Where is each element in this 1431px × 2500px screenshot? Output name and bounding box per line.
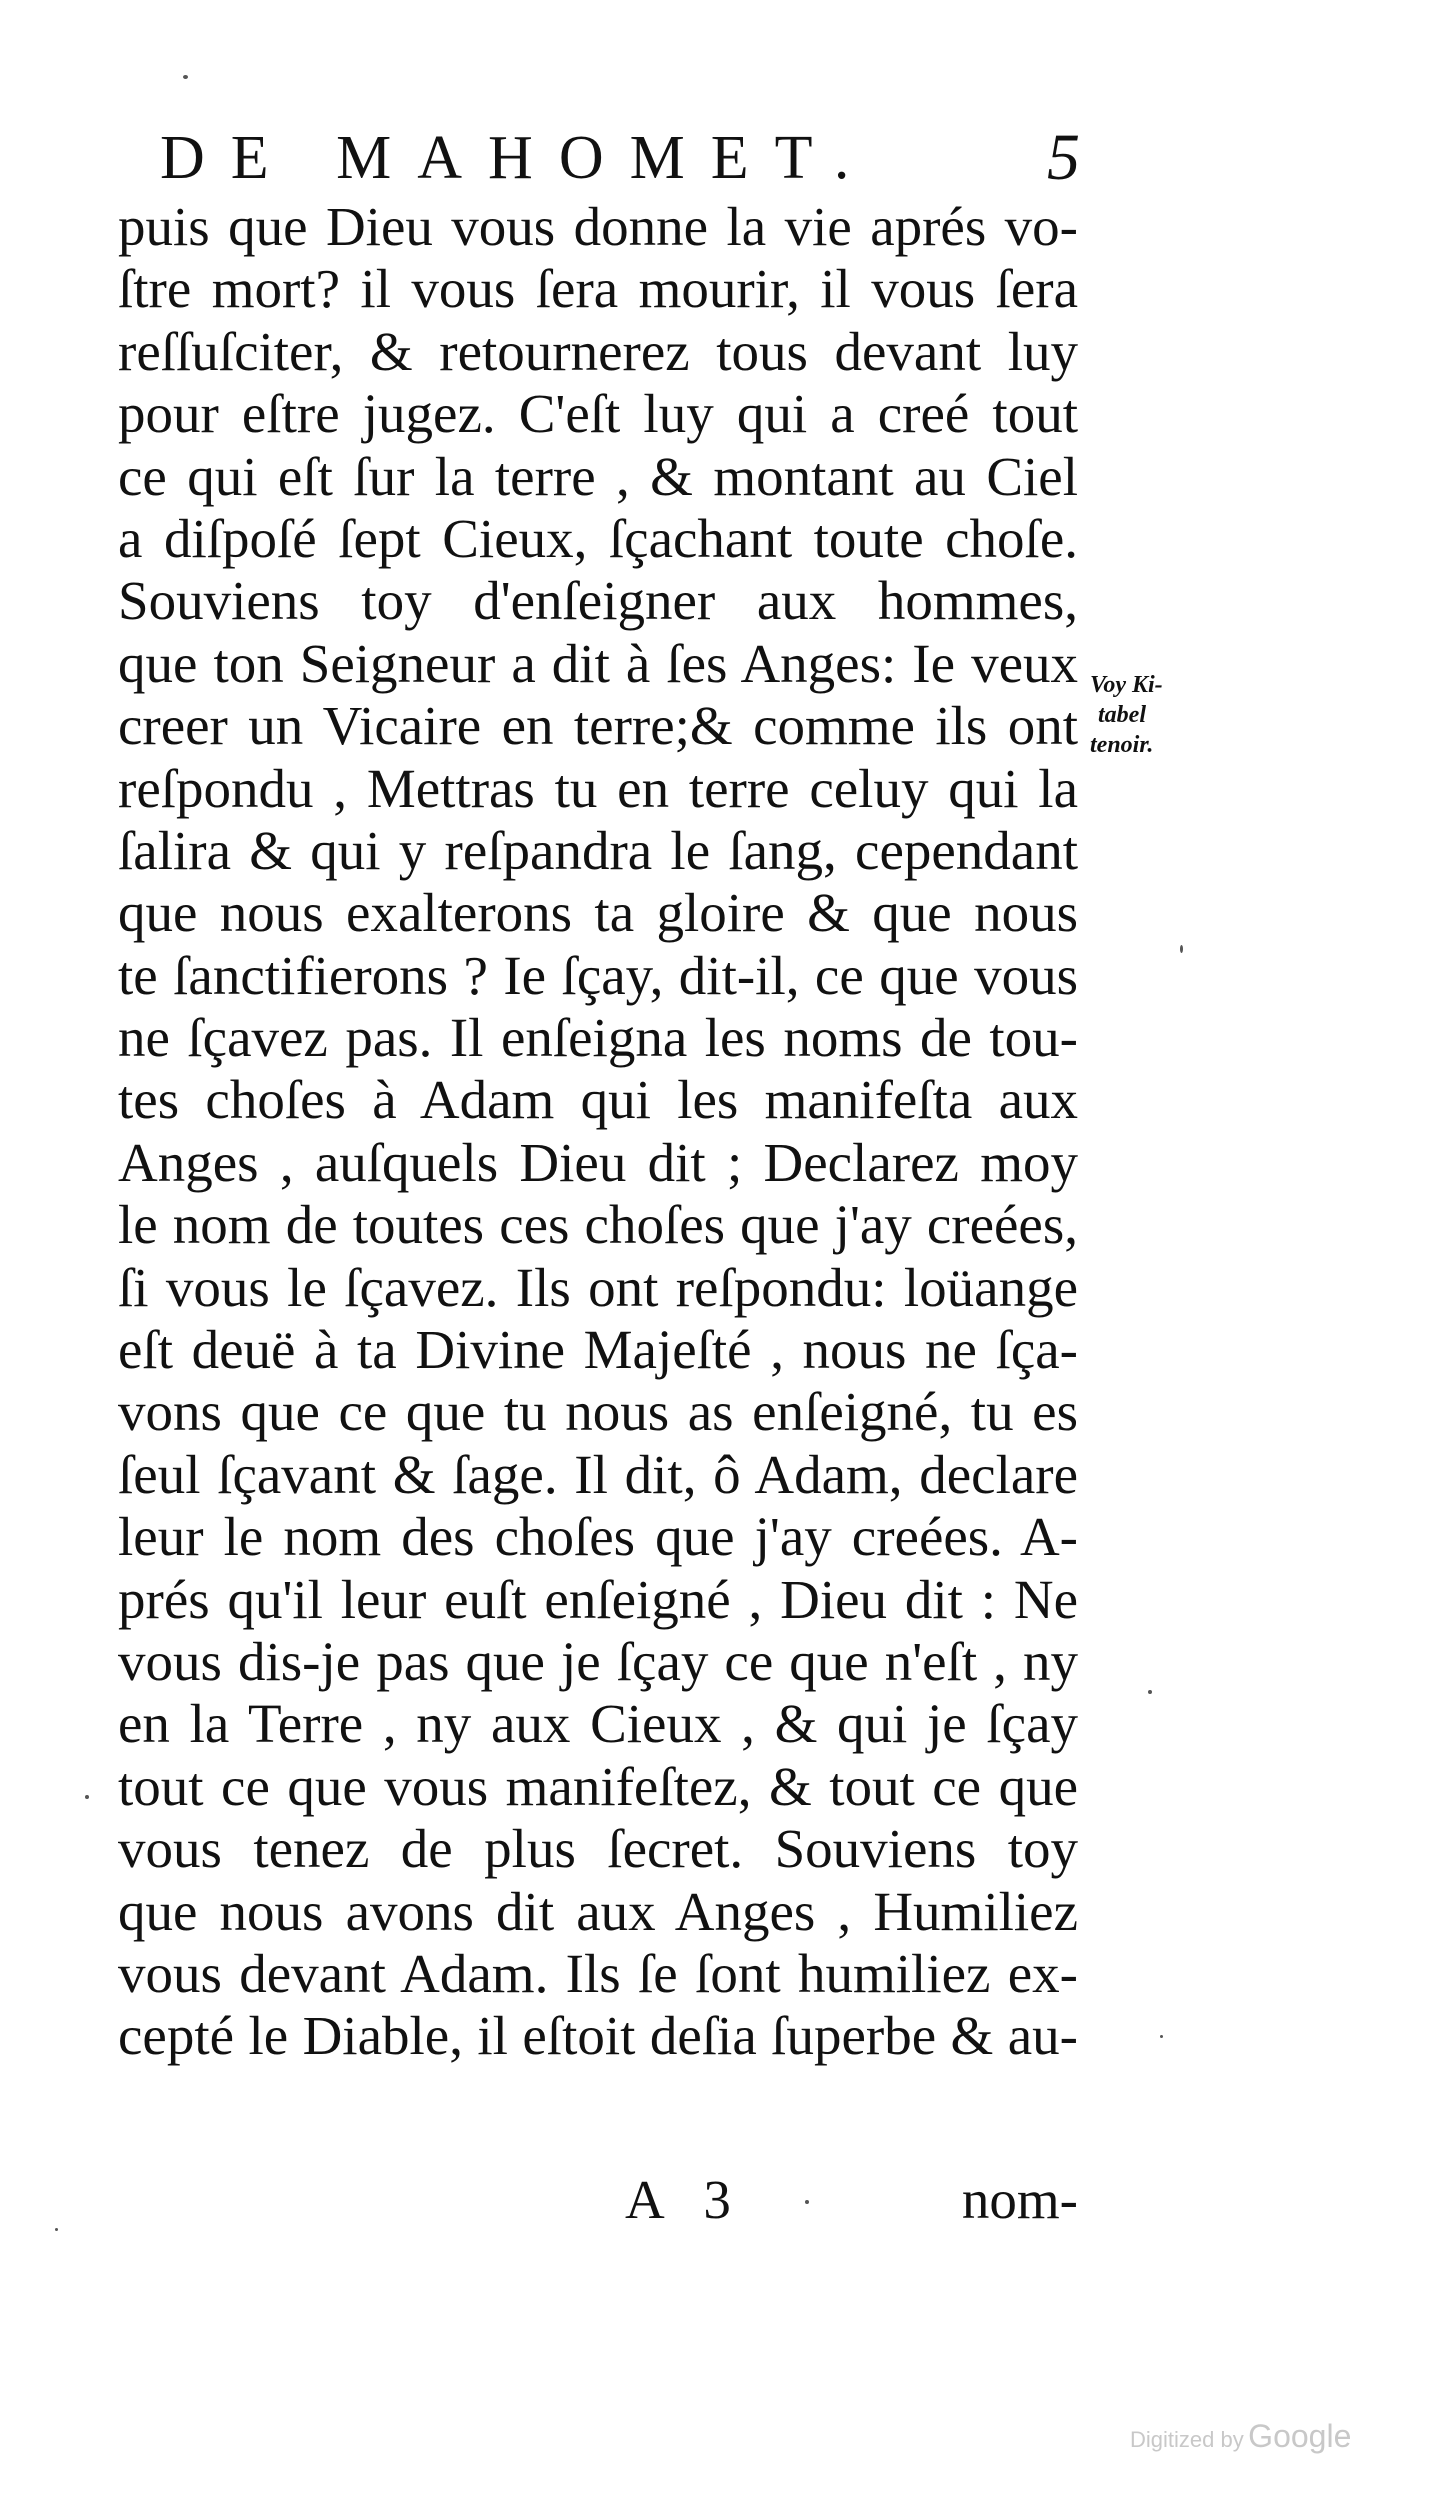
text-line: ſeul ſçavant & ſage. Il dit, ô Adam, declare	[118, 1443, 1078, 1505]
text-line: leur le nom des choſes que j'ay creées. A-	[118, 1506, 1078, 1568]
signature-mark: A 3	[625, 2169, 745, 2230]
text-line: puis que Dieu vous donne la vie aprés vo-	[118, 196, 1078, 257]
text-line: que nous exalterons ta gloire & que nous	[118, 882, 1078, 944]
text-line: vous tenez de plus ſecret. Souviens toy	[118, 1818, 1078, 1880]
text-line: creer un Vicaire en terre;& comme ils ont	[118, 695, 1078, 757]
text-line: ne ſçavez pas. Il enſeigna les noms de tou-	[118, 1007, 1078, 1069]
text-line: prés qu'il leur euſt enſeigné , Dieu dit : Ne	[118, 1568, 1078, 1630]
text-line: cepté le Diable, il eſtoit deſia ſuperbe & au-	[118, 2005, 1078, 2067]
text-line: reſpondu , Mettras tu en terre celuy qui la	[118, 757, 1078, 819]
text-line: ſtre mort? il vous ſera mourir, il vous ſera	[118, 258, 1078, 320]
footer-line	[600, 2165, 1078, 2235]
running-head	[160, 118, 1080, 198]
text-line: reſſuſciter, & retournerez tous devant luy	[118, 320, 1078, 382]
text-line: Souviens toy d'enſeigner aux hommes,	[118, 570, 1078, 632]
text-line: tes choſes à Adam qui les manifeſta aux	[118, 1069, 1078, 1131]
catchword: nom-	[961, 2169, 1078, 2230]
text-line: ce qui eſt ſur la terre , & montant au Ciel	[118, 445, 1078, 507]
margin-note-line: tenoir.	[1090, 732, 1154, 758]
text-line: vous dis-je pas que je ſçay ce que n'eſt , ny	[118, 1630, 1078, 1692]
text-line: que nous avons dit aux Anges , Humiliez	[118, 1880, 1078, 1942]
margin-note-line: Voy Ki-	[1090, 672, 1163, 698]
scan-speck	[1160, 2035, 1163, 2038]
watermark-brand: Google	[1248, 2418, 1352, 2454]
text-line: en la Terre , ny aux Cieux , & qui je ſçay	[118, 1693, 1078, 1755]
scan-speck	[55, 2228, 58, 2231]
text-line: Anges , auſquels Dieu dit ; Declarez moy	[118, 1131, 1078, 1193]
scan-speck	[85, 1795, 89, 1799]
text-line: le nom de toutes ces choſes que j'ay creées,	[118, 1194, 1078, 1256]
watermark-prefix: Digitized by	[1130, 2427, 1244, 2452]
scan-speck	[183, 75, 188, 79]
scan-speck	[805, 2200, 809, 2204]
scan-speck	[1148, 1690, 1152, 1694]
text-line: que ton Seigneur a dit à ſes Anges: Ie veux	[118, 632, 1078, 694]
text-line: ſi vous le ſçavez. Ils ont reſpondu: loüange	[118, 1256, 1078, 1318]
body-text	[118, 196, 1078, 2068]
text-line: tout ce que vous manifeſtez, & tout ce que	[118, 1755, 1078, 1817]
running-title: DE MAHOMET.	[160, 124, 876, 192]
text-line: a diſpoſé ſept Cieux, ſçachant toute choſe.	[118, 507, 1078, 569]
scan-speck	[1180, 945, 1183, 953]
text-line: vous devant Adam. Ils ſe ſont humiliez ex-	[118, 1942, 1078, 2004]
margin-note	[1090, 670, 1200, 760]
text-line: ſalira & qui y reſpandra le ſang, cependant	[118, 819, 1078, 881]
text-line: eſt deuë à ta Divine Majeſté , nous ne ſça-	[118, 1319, 1078, 1381]
page-number: 5	[1047, 121, 1080, 194]
text-line: vons que ce que tu nous as enſeigné, tu es	[118, 1381, 1078, 1443]
text-line: pour eſtre jugez. C'eſt luy qui a creé tout	[118, 383, 1078, 445]
margin-note-line: tabel	[1098, 702, 1146, 728]
text-line: te ſanctifierons ? Ie ſçay, dit-il, ce que vous	[118, 944, 1078, 1006]
digitization-watermark	[1130, 2418, 1351, 2455]
